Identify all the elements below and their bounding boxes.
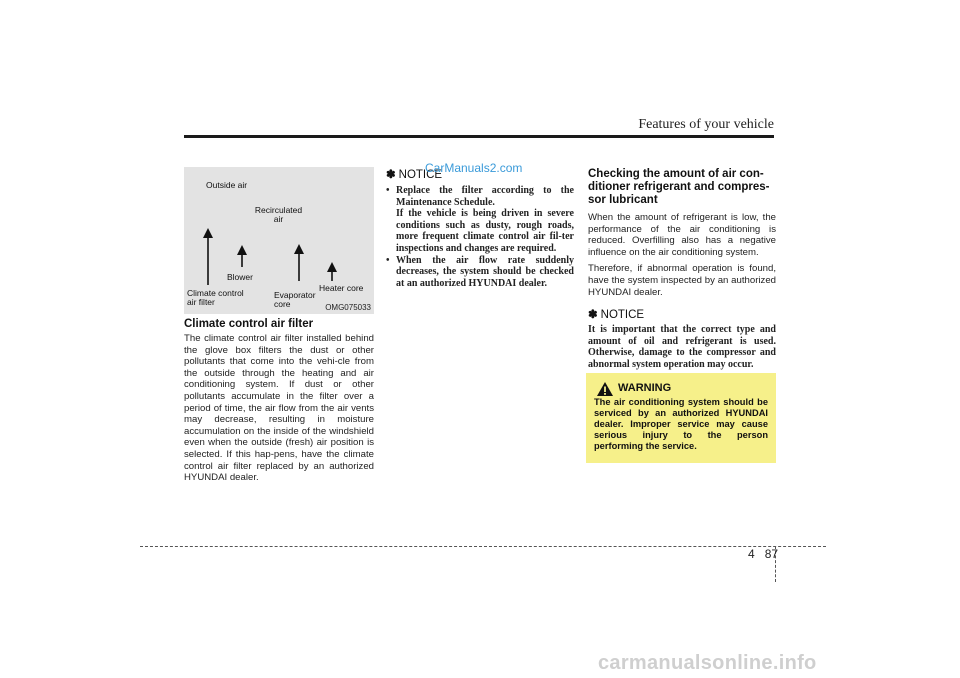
label-climate-filter: Climate control air filter [187,288,244,307]
filter-paragraph: The climate control air filter installed behind the glove box filters the dust or other pollutants that come into the vehi-cle from the outside through the heating and air conditioning system. If dust or other pollutants accumulate in the filter over a period of time, the air flow from the air vents may decrease, resulting in moisture accumulation on the inside of the windshield even when the outside (fresh) air position is selected. If this hap-pens, have the climate control air filter replaced by an authorized HYUNDAI dealer. [184,333,374,484]
right-column [588,168,776,371]
arrowhead-evaporator [294,244,304,254]
chapter-number: 4 [748,547,755,561]
label-blower: Blower [227,272,253,282]
page-header-title: Features of your vehicle [638,117,774,132]
notice-title-middle: NOTICE [398,169,443,181]
arrowhead-climate-filter [203,228,213,238]
header-rule [184,135,774,138]
notice-title-right: NOTICE [600,309,645,322]
warning-box [586,373,776,463]
left-column [184,318,374,484]
section-heading-refrigerant: Checking the amount of air con-ditioner refrigerant and compres-sor lubricant [588,168,770,206]
arrowhead-blower [237,245,247,255]
page-number [748,547,778,561]
diagram-code: OMG075033 [325,303,371,312]
air-filter-diagram [184,167,374,314]
label-recirculated-air: Recirculated air [254,205,303,224]
warning-title: WARNING [618,382,672,394]
notice-icon: ✽ [386,169,396,181]
section-heading-filter: Climate control air filter [184,318,314,330]
label-evaporator: Evaporator core [274,290,316,309]
bottom-watermark: carmanualsonline.info [598,652,817,674]
refrigerant-paragraph-2: Therefore, if abnormal operation is found, have the system inspected by an authorized HYUNDAI dealer. [588,263,776,298]
middle-column [386,168,574,289]
warning-triangle-icon [596,381,614,397]
notice-icon: ✽ [588,309,598,322]
refrigerant-paragraph-1: When the amount of refrigerant is low, the performance of the air conditioning is reduced. Overfilling also has a negative influence on the air conditioning system. [588,212,776,258]
footer-rule [140,546,826,547]
site-watermark-link[interactable]: CarManuals2.com [425,161,523,175]
warning-text: The air conditioning system should be serviced by an authorized HYUNDAI dealer. Improper service may cause serious injury to the person performing the service. [594,397,768,452]
label-outside-air: Outside air [206,180,248,190]
notice-paragraph-right: It is important that the correct type and amount of oil and refrigerant is used. Otherwise, damage to the compressor and abnormal system operation may occur. [588,324,776,370]
notice-bullet: • When the air flow rate suddenly decreases, the system should be checked at an authorized HYUNDAI dealer. [386,255,574,290]
page-number-value: 87 [764,547,779,561]
arrowhead-heater [327,262,337,272]
notice-heading-right [588,308,776,322]
notice-bullet-list [386,185,574,289]
label-heater-core: Heater core [319,283,364,293]
notice-bullet: • Replace the filter according to the Maintenance Schedule. If the vehicle is being driven in severe conditions such as dusty, rough roads, more frequent climate control air fil-ter inspections and changes are required. [386,185,574,255]
